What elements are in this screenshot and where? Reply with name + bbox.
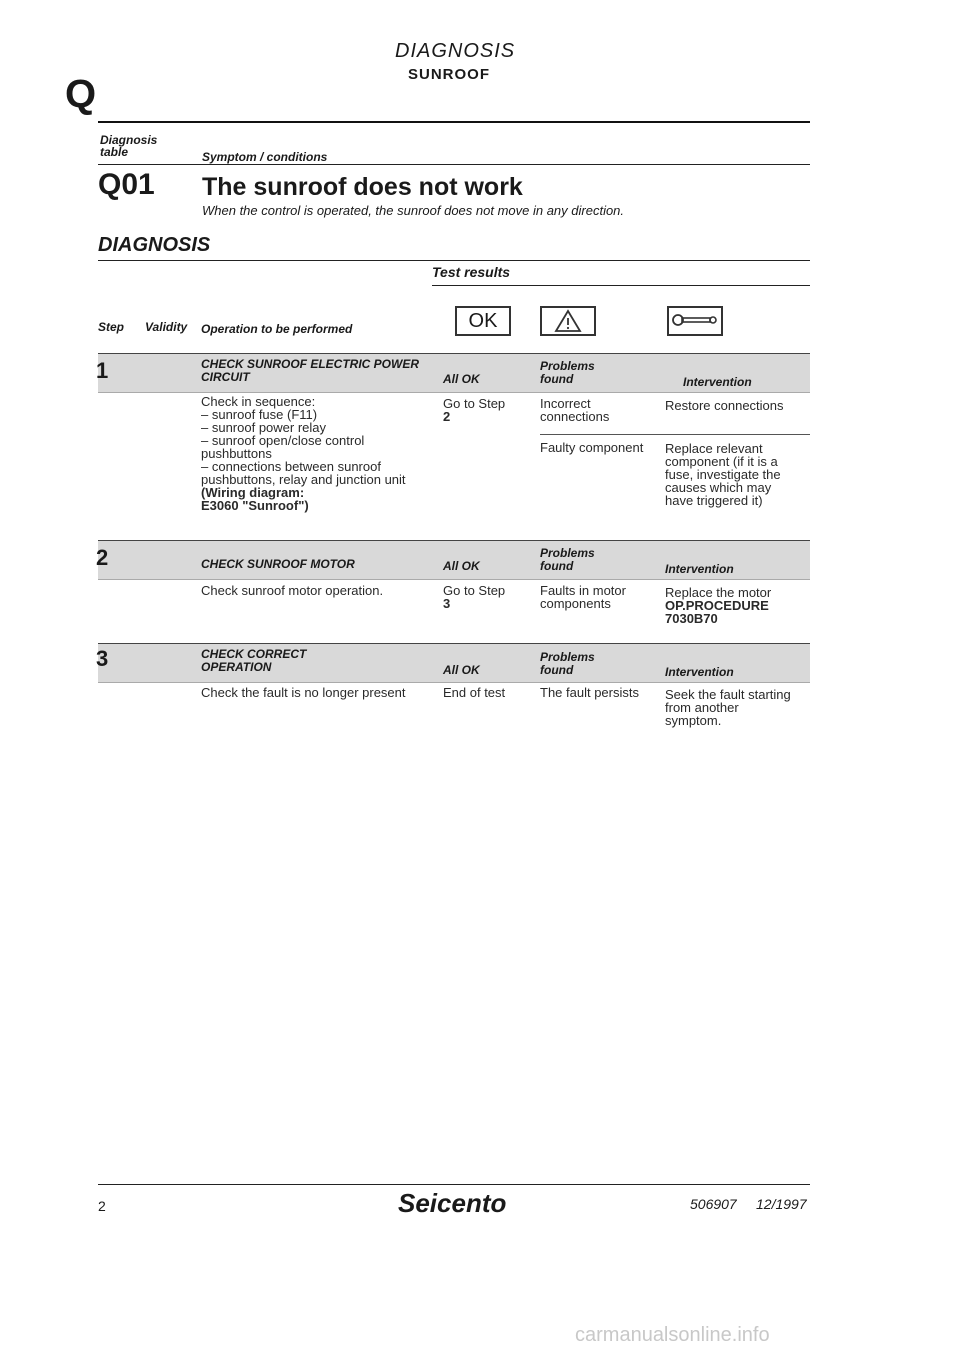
step-1-number: 1 xyxy=(96,358,109,383)
step-1-problems-label xyxy=(540,360,595,386)
step-2-title: CHECK SUNROOF MOTOR xyxy=(201,557,355,571)
step-2-problem-1-line2: components xyxy=(540,596,611,611)
step-3-intervention-line: from another xyxy=(665,700,739,715)
diagnosis-heading: DIAGNOSIS xyxy=(98,234,211,256)
symptom-header-divider xyxy=(98,164,810,165)
step-1-operation-line: – connections between sunroof xyxy=(201,459,381,474)
step-2-intervention-1 xyxy=(665,586,771,625)
step-2-number: 2 xyxy=(96,545,109,570)
page-title: DIAGNOSIS xyxy=(395,40,516,62)
step-3-title xyxy=(201,648,306,674)
step-3-title-line1: CHECK CORRECT xyxy=(201,647,307,661)
step-3-problems-label-line1: Problems xyxy=(540,650,595,664)
step-3-title-line2: OPERATION xyxy=(201,660,272,674)
wrench-icon xyxy=(667,306,723,336)
step-1-problem-1-line2: connections xyxy=(540,409,610,424)
step-1-wiring-diagram-ref: (Wiring diagram: xyxy=(201,485,305,500)
step-3-number: 3 xyxy=(96,646,109,671)
step-1-problem-1 xyxy=(540,397,609,423)
step-1-problems-label-line2: found xyxy=(540,372,574,386)
step-3-all-ok-label: All OK xyxy=(443,663,480,677)
ok-icon-text: OK xyxy=(468,310,498,332)
symptom-code: Q01 xyxy=(98,168,155,201)
step-1-problem-divider xyxy=(540,434,810,435)
step-1-intervention-2-line: fuse, investigate the xyxy=(665,467,781,482)
footer-page-number: 2 xyxy=(98,1198,106,1214)
test-results-label: Test results xyxy=(432,264,511,280)
step-2-goto-step: 3 xyxy=(443,596,451,611)
step-1-intervention-2-line: have triggered it) xyxy=(665,493,763,508)
footer-date: 12/1997 xyxy=(756,1196,807,1212)
step-2-goto-label: Go to Step xyxy=(443,583,506,598)
section-letter: Q xyxy=(65,72,97,116)
footer-brand-logo: Seicento xyxy=(398,1188,507,1218)
step-1-operation xyxy=(201,395,406,512)
wrench-icon-graphic xyxy=(669,308,721,334)
step-column-header: Step xyxy=(98,320,125,334)
test-results-underline xyxy=(432,285,810,286)
header-divider xyxy=(98,121,810,123)
step-2-op-procedure-code: 7030B70 xyxy=(665,611,718,626)
watermark: carmanualsonline.info xyxy=(575,1324,770,1346)
step-3-intervention-line: symptom. xyxy=(665,713,722,728)
step-3-intervention-line: Seek the fault starting xyxy=(665,687,791,702)
step-3-problems-label xyxy=(540,651,595,677)
step-1-operation-line: – sunroof power relay xyxy=(201,420,327,435)
step-2-intervention-1-line1: Replace the motor xyxy=(665,585,772,600)
step-1-intervention-label: Intervention xyxy=(683,375,752,389)
page-subtitle: SUNROOF xyxy=(408,66,490,83)
step-1-intervention-2-line: component (if it is a xyxy=(665,454,778,469)
step-3-intervention-label: Intervention xyxy=(665,665,734,679)
diagnosis-table-label-line1: Diagnosis xyxy=(100,133,158,147)
step-1-problem-1-line1: Incorrect xyxy=(540,396,591,411)
operation-column-header: Operation to be performed xyxy=(201,322,353,336)
warning-triangle-icon-graphic xyxy=(542,308,594,334)
step-2-problems-label-line2: found xyxy=(540,559,574,573)
step-1-problem-2: Faulty component xyxy=(540,440,644,455)
step-3-operation: Check the fault is no longer present xyxy=(201,685,406,700)
symptom-description: When the control is operated, the sunroof does not move in any direction. xyxy=(202,203,625,218)
step-1-wiring-diagram-code: E3060 "Sunroof") xyxy=(201,498,309,513)
step-1-title-line2: CIRCUIT xyxy=(201,370,250,384)
ok-icon xyxy=(455,306,511,336)
step-1-operation-line: pushbuttons xyxy=(201,446,272,461)
diagnosis-table-label xyxy=(100,134,157,158)
step-1-operation-line: – sunroof open/close control xyxy=(201,433,365,448)
step-1-title xyxy=(201,358,419,384)
step-2-all-ok-result xyxy=(443,584,505,610)
diagnosis-divider xyxy=(98,260,810,261)
step-2-problem-1 xyxy=(540,584,626,610)
step-1-operation-line: – sunroof fuse (F11) xyxy=(201,407,318,422)
step-1-operation-line: pushbuttons, relay and junction unit xyxy=(201,472,406,487)
step-1-intervention-2 xyxy=(665,442,781,507)
step-2-intervention-label: Intervention xyxy=(665,562,734,576)
step-2-operation: Check sunroof motor operation. xyxy=(201,583,384,598)
step-2-problems-label xyxy=(540,547,595,573)
step-1-all-ok-label: All OK xyxy=(443,372,480,386)
step-1-intervention-2-line: Replace relevant xyxy=(665,441,763,456)
step-1-title-line1: CHECK SUNROOF ELECTRIC POWER xyxy=(201,357,420,371)
step-3-problem-1: The fault persists xyxy=(540,685,639,700)
warning-triangle-icon xyxy=(540,306,596,336)
step-2-all-ok-label: All OK xyxy=(443,559,480,573)
validity-column-header: Validity xyxy=(145,320,188,334)
footer-divider xyxy=(98,1184,810,1185)
symptom-title: The sunroof does not work xyxy=(202,173,523,201)
footer-reference: 506907 xyxy=(690,1196,737,1212)
step-1-goto-step: 2 xyxy=(443,409,451,424)
symptom-conditions-label: Symptom / conditions xyxy=(202,150,328,164)
step-1-intervention-2-line: causes which may xyxy=(665,480,772,495)
step-1-goto-label: Go to Step xyxy=(443,396,506,411)
step-1-all-ok-result xyxy=(443,397,505,423)
step-1-intervention-1: Restore connections xyxy=(665,398,784,413)
step-3-problems-label-line2: found xyxy=(540,663,574,677)
step-3-intervention xyxy=(665,688,791,727)
step-3-all-ok-result: End of test xyxy=(443,685,506,700)
step-1-operation-line: Check in sequence: xyxy=(201,394,316,409)
diagnosis-table-label-line2: table xyxy=(100,145,129,159)
step-2-problem-1-line1: Faults in motor xyxy=(540,583,626,598)
step-2-op-procedure-label: OP.PROCEDURE xyxy=(665,598,769,613)
step-2-problems-label-line1: Problems xyxy=(540,546,595,560)
step-1-problems-label-line1: Problems xyxy=(540,359,595,373)
